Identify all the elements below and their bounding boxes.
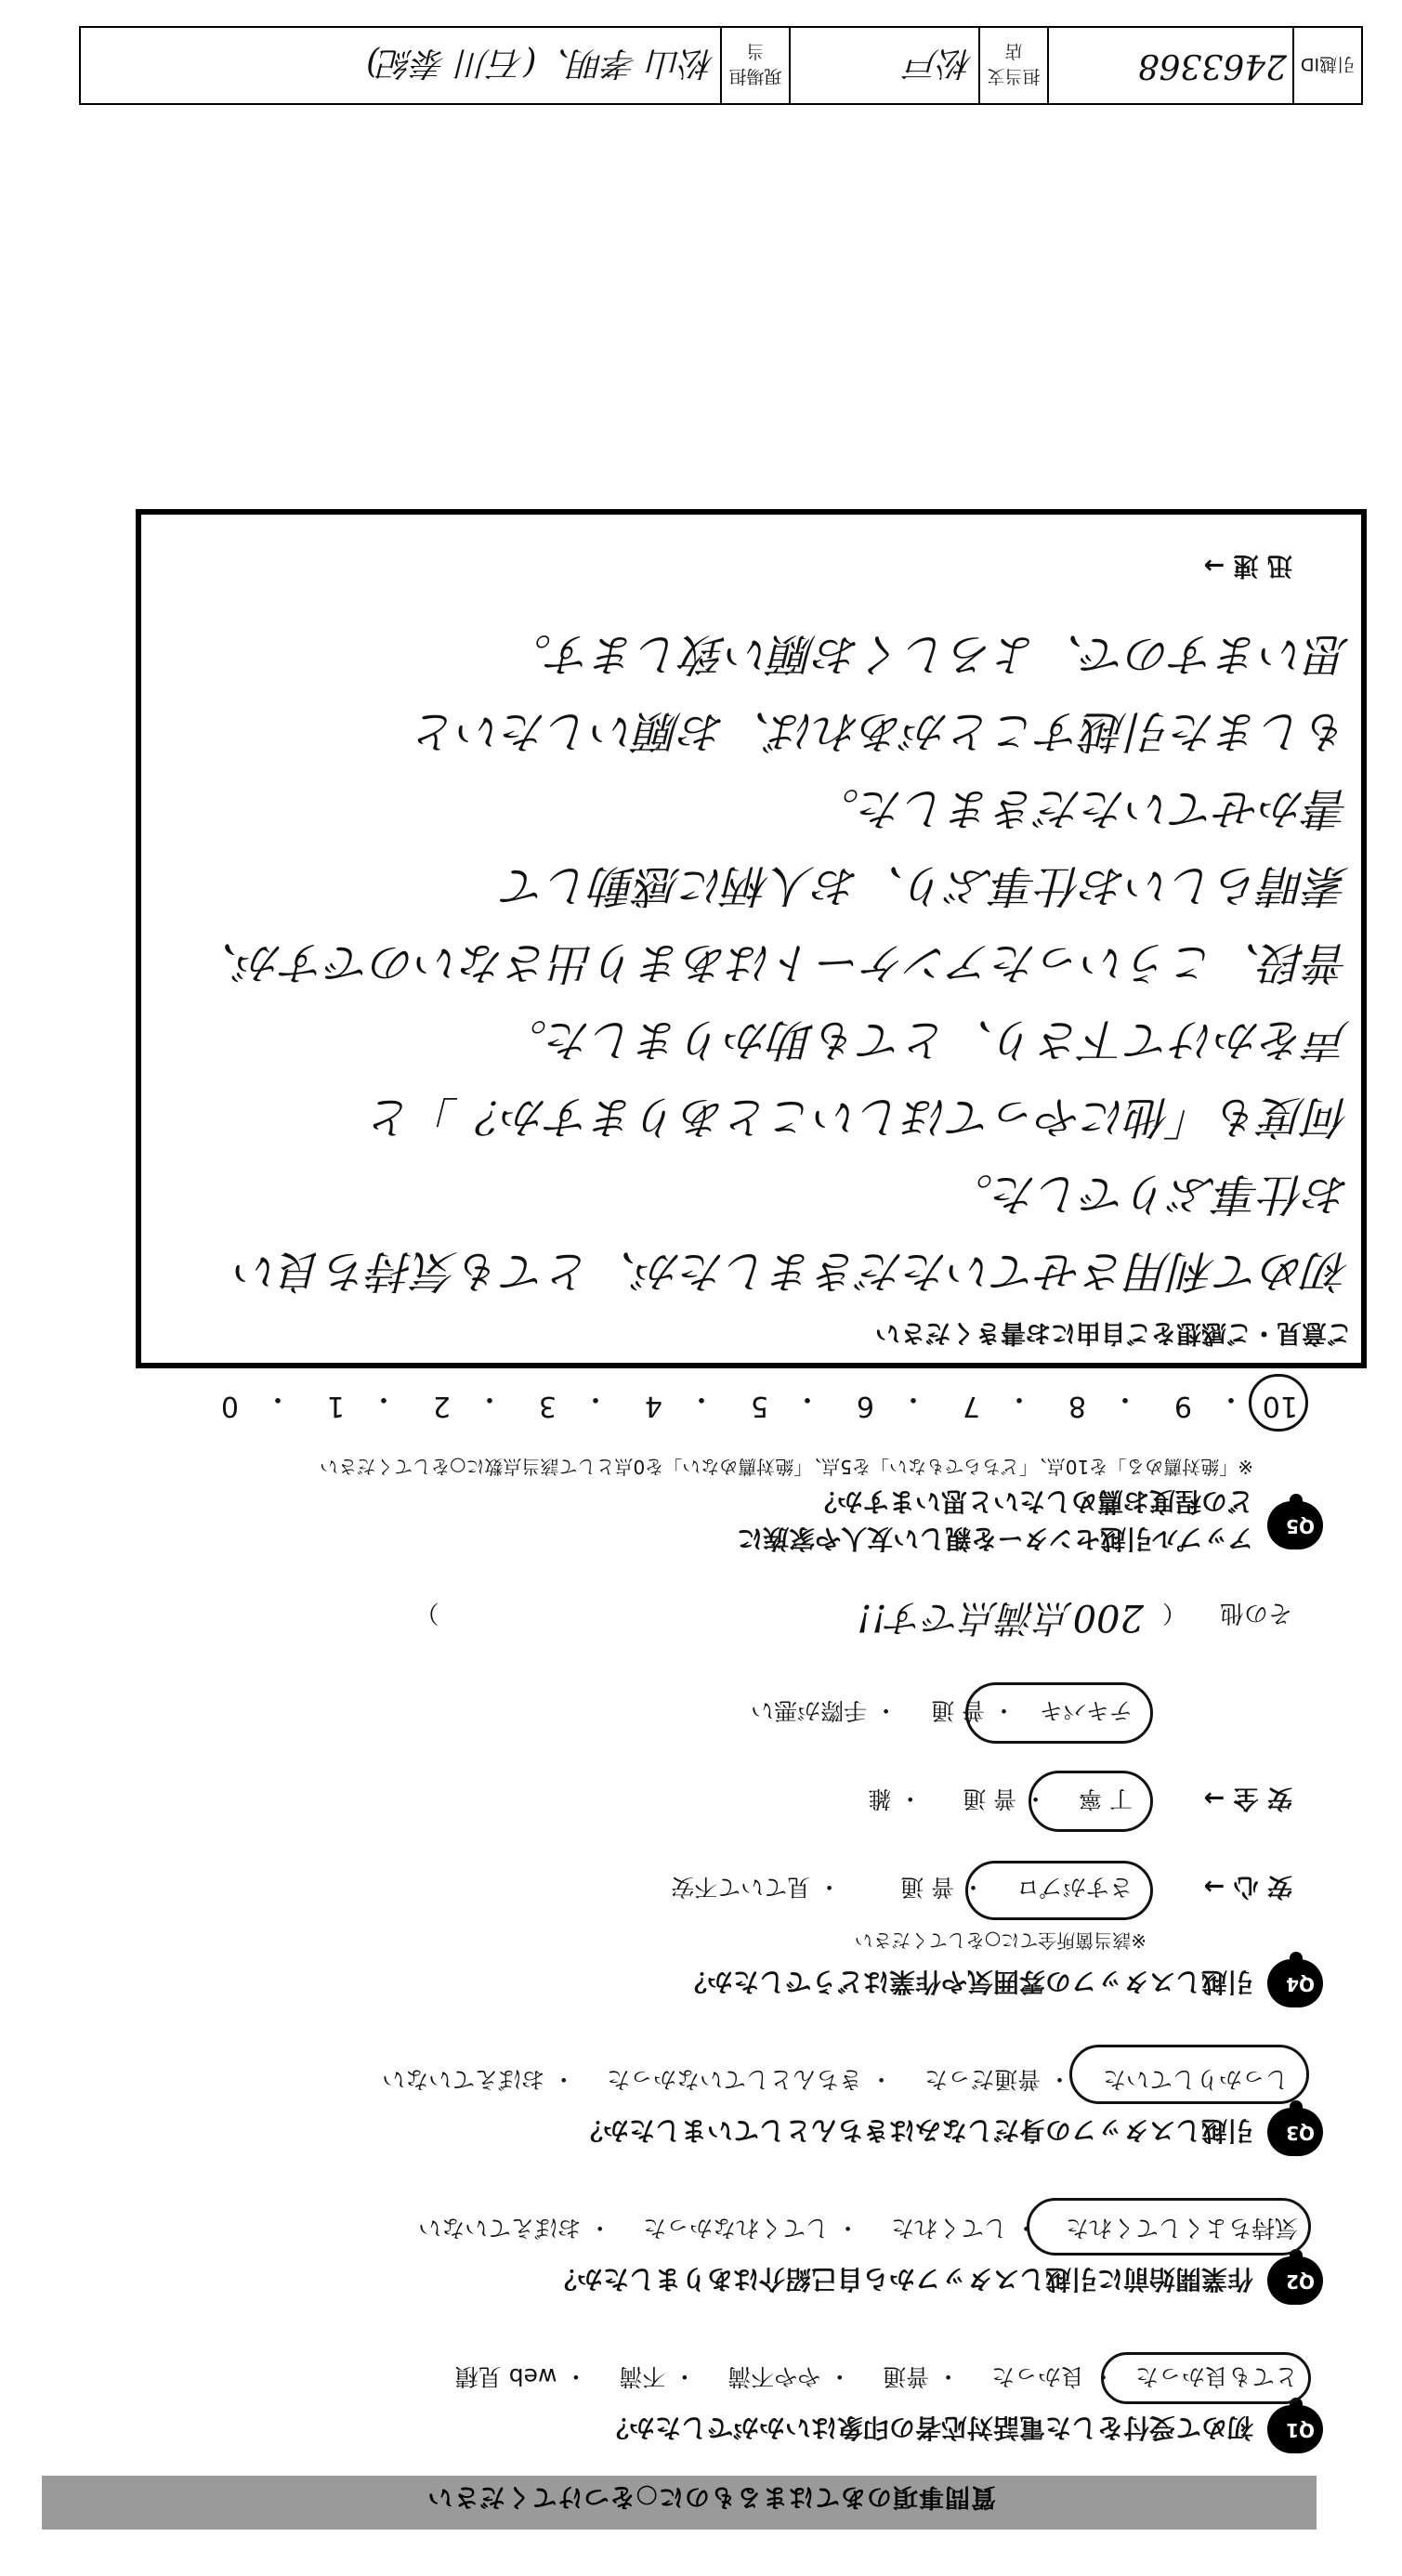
q2-option[interactable]: ・ してくれた [891, 2215, 1039, 2242]
comment-line: 声をかけて下さり、とても助かりました。 [502, 1013, 1350, 1066]
q4-other-label: その他 [1219, 1599, 1292, 1627]
q1-option[interactable]: ・ 不満 [619, 2363, 697, 2390]
q3-option[interactable]: ・ 普通だった [924, 2066, 1072, 2093]
branch-label: 担当支店 [979, 27, 1048, 104]
q5-selected-circle [1249, 1374, 1308, 1432]
q2-option[interactable]: 気持ちよくしてくれた [1065, 2215, 1298, 2242]
q4-option[interactable]: ・ 見ていて不安 [671, 1874, 842, 1901]
q1-options [455, 2361, 1298, 2395]
scale-option[interactable]: 10 [1262, 1390, 1298, 1422]
comment-line: 思いますので、よろしくお願い致します。 [506, 628, 1350, 680]
scale-separator: ・ [476, 1382, 504, 1415]
q4-other-close: ） [414, 1599, 439, 1627]
q4-note: ※該当箇所全てに○をしてください [854, 1929, 1146, 1952]
q4-option[interactable]: ・ 雑 [868, 1785, 923, 1812]
q4-other-value[interactable]: 200点満点です!! [857, 1596, 1144, 1639]
comment-line: 初めて利用させていただきましたが、とても気持ち良い [234, 1245, 1350, 1297]
q4-option[interactable]: 丁 寧 [1079, 1785, 1133, 1812]
scale-option[interactable]: 9 [1173, 1390, 1192, 1422]
scale-separator: ・ [899, 1382, 927, 1415]
q3-icon: Q3 [1267, 2108, 1323, 2156]
q2-options [418, 2213, 1298, 2246]
q5-icon: Q5 [1267, 1501, 1323, 1550]
move-id-label: 引越ID [1293, 27, 1362, 104]
q4-other-open: （ [1161, 1599, 1186, 1627]
branch-value: 松戸 [790, 27, 979, 104]
comment-line: もしまた引越すことがあれば、お願いしたいと [413, 705, 1350, 757]
q2-option[interactable]: ・ おぼえていない [418, 2215, 612, 2242]
q3-option[interactable]: しっかりしていた [1102, 2066, 1289, 2093]
q4-icon: Q4 [1267, 1959, 1323, 2007]
q2-icon: Q2 [1267, 2256, 1323, 2305]
scale-separator: ・ [264, 1382, 292, 1415]
q1-option[interactable]: ・ 良かった [991, 2363, 1116, 2390]
q4-row-label: 迅 速 → [1203, 551, 1292, 580]
q4-row-options [868, 1784, 1133, 1817]
scale-option[interactable]: 0 [220, 1390, 239, 1422]
scale-option[interactable]: 3 [538, 1390, 557, 1422]
scale-separator: ・ [370, 1382, 398, 1415]
q5-question-line2: どの程度お薦めしたいと思いますか？ [810, 1486, 1253, 1517]
q1-option[interactable]: とても良かった [1134, 2363, 1298, 2390]
comments-box[interactable] [136, 509, 1367, 1368]
leader-value: 松山 孝明、(石川 泰紀) [80, 27, 721, 104]
q1-option[interactable]: ・ 普通 [883, 2363, 961, 2390]
q2-question: 作業開始前に引越しスタッフから自己紹介はありましたか？ [550, 2264, 1253, 2295]
comment-line: 素晴らしいお仕事ぶり、お人柄に感動して [502, 859, 1350, 911]
q4-row-options [671, 1872, 1133, 1905]
q2-option[interactable]: ・ してくれなかった [643, 2215, 860, 2242]
q4-option[interactable]: ・ 普 通 [963, 1785, 1048, 1812]
q4-option[interactable]: ・ 手際が悪い [751, 1697, 898, 1724]
q1-question: 初めて受付をした電話対応者の印象はいかがでしたか？ [602, 2413, 1253, 2443]
scale-separator: ・ [1005, 1382, 1033, 1415]
q4-question: 引越しスタッフの雰囲気や作業はどうでしたか？ [680, 1967, 1253, 1997]
comments-title: ご意見・ご感想をご自由にお書きください [875, 1318, 1352, 1347]
q4-row-label: 安 心 → [1203, 1872, 1292, 1901]
scale-option[interactable]: 1 [326, 1390, 345, 1422]
scale-option[interactable]: 5 [750, 1390, 768, 1422]
q3-question: 引越しスタッフの身だしなみはきちんとしていましたか？ [576, 2115, 1253, 2146]
q4-option[interactable]: ・ 普 通 [900, 1874, 986, 1901]
scale-option[interactable]: 2 [432, 1390, 451, 1422]
scale-separator: ・ [1111, 1382, 1139, 1415]
staff-info-table [79, 26, 1363, 105]
comment-line: 何度も「他にやってほしいことありますか？」と [368, 1091, 1350, 1143]
q4-option[interactable]: ・ 普 通 [931, 1697, 1015, 1724]
q5-note: ※「絶対薦める」を10点、「どちらでもない」を5点、「絶対薦めない」を0点として該当点数に○をしてください [320, 1456, 1253, 1478]
q4-row-label: 安 全 → [1203, 1784, 1292, 1812]
scale-option[interactable]: 6 [856, 1390, 874, 1422]
q1-option[interactable]: ・ やや不満 [727, 2363, 852, 2390]
comment-line: 普段、こういったアンケートはあまり出さないのですが、 [192, 936, 1350, 988]
q4-other [414, 1594, 1292, 1647]
instruction-header [42, 2476, 1317, 2530]
q3-options [382, 2064, 1289, 2098]
q3-option[interactable]: ・ おぼえていない [382, 2066, 576, 2093]
scale-separator: ・ [1217, 1382, 1245, 1415]
comment-line: 書かせていただきました。 [814, 782, 1350, 834]
comment-line: お仕事ぶりでした。 [948, 1168, 1350, 1220]
q1-icon: Q1 [1267, 2405, 1323, 2453]
leader-label: 現場担当 [721, 27, 790, 104]
scale-option[interactable]: 7 [962, 1390, 980, 1422]
scale-separator: ・ [582, 1382, 609, 1415]
instruction-text: 質問事項のあてはまるものに○をつけてください [426, 2482, 996, 2511]
q1-option[interactable]: ・ web 見積 [454, 2363, 588, 2390]
q3-option[interactable]: ・ きちんとしていなかった [607, 2066, 894, 2093]
scale-separator: ・ [688, 1382, 715, 1415]
scale-option[interactable]: 8 [1068, 1390, 1086, 1422]
move-id-value: 2463368 [1048, 27, 1293, 104]
q5-question: アップル引越センターを親しい友人や家族に [737, 1523, 1253, 1554]
q4-option[interactable]: さすがプロ [1015, 1874, 1133, 1901]
scale-option[interactable]: 4 [644, 1390, 662, 1422]
q4-row-options [751, 1695, 1133, 1729]
q4-option[interactable]: テキパキ [1039, 1697, 1133, 1724]
scale-separator: ・ [793, 1382, 821, 1415]
